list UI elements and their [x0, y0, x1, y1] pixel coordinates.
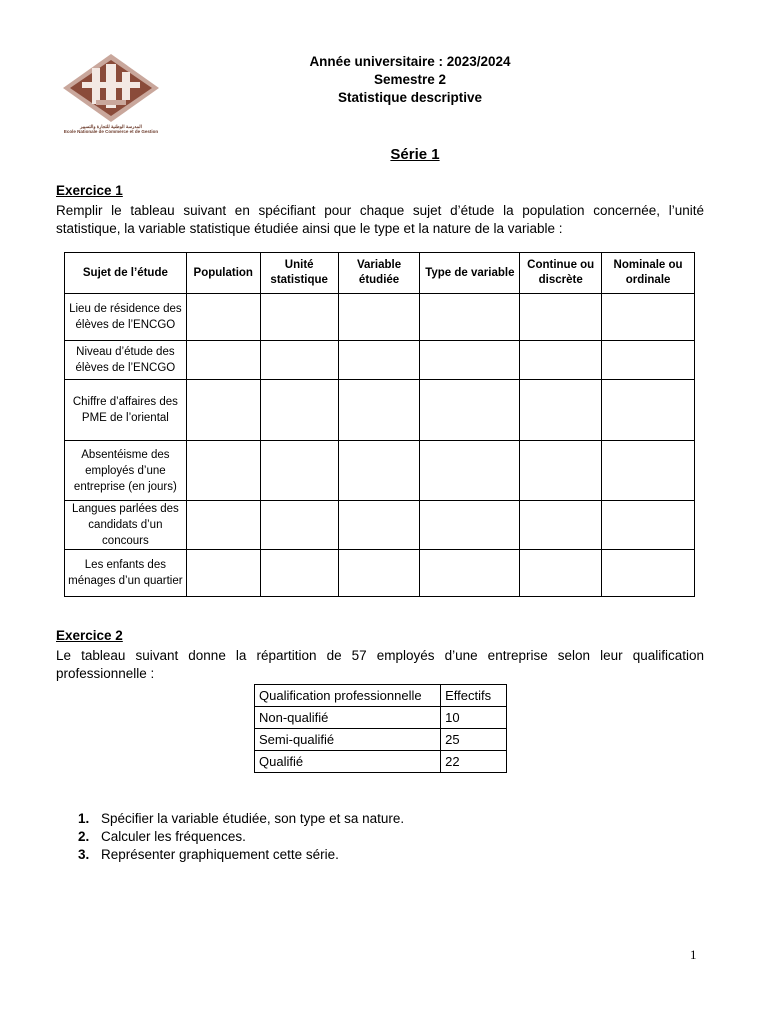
empty-cell — [186, 441, 260, 501]
empty-cell — [338, 501, 420, 550]
empty-cell — [520, 441, 602, 501]
empty-cell — [186, 380, 260, 441]
exercice2-intro: Le tableau suivant donne la répartition de 57 employés d’une entreprise selon leur qualification professionnelle : — [56, 648, 704, 681]
empty-cell — [602, 550, 695, 597]
empty-cell — [260, 294, 338, 341]
empty-cell — [520, 294, 602, 341]
column-header: Effectifs — [441, 685, 507, 707]
table-row — [65, 550, 695, 597]
empty-cell — [420, 341, 520, 380]
column-header: Unité statistique — [260, 253, 338, 294]
empty-cell — [186, 550, 260, 597]
question-list — [78, 810, 404, 864]
qualification-label: Semi-qualifié — [255, 729, 441, 751]
column-header: Population — [186, 253, 260, 294]
column-header: Variable étudiée — [338, 253, 420, 294]
empty-cell — [338, 550, 420, 597]
serie-title: Série 1 — [390, 146, 440, 163]
column-header: Continue ou discrète — [520, 253, 602, 294]
empty-cell — [186, 501, 260, 550]
semester: Semestre 2 — [373, 72, 447, 87]
empty-cell — [420, 441, 520, 501]
subject-cell: Niveau d’étude des élèves de l’ENCGO — [65, 341, 187, 380]
empty-cell — [186, 341, 260, 380]
course-title: Statistique descriptive — [337, 90, 483, 105]
empty-cell — [520, 341, 602, 380]
empty-cell — [186, 294, 260, 341]
effectif-value: 22 — [441, 751, 507, 773]
table-row — [255, 707, 507, 729]
empty-cell — [602, 501, 695, 550]
table-row — [65, 380, 695, 441]
empty-cell — [602, 341, 695, 380]
column-header: Type de variable — [420, 253, 520, 294]
empty-cell — [260, 501, 338, 550]
qualification-table — [254, 684, 507, 773]
empty-cell — [338, 294, 420, 341]
question-number: 1. — [78, 811, 90, 826]
table-row — [65, 441, 695, 501]
column-header: Qualification professionnelle — [255, 685, 441, 707]
page-number: 1 — [690, 947, 697, 962]
empty-cell — [338, 380, 420, 441]
empty-cell — [420, 501, 520, 550]
list-item — [78, 846, 404, 864]
empty-cell — [260, 341, 338, 380]
document-header — [200, 53, 620, 107]
empty-cell — [338, 341, 420, 380]
qualification-label: Non-qualifié — [255, 707, 441, 729]
table-row — [65, 294, 695, 341]
subject-cell: Chiffre d’affaires des PME de l’oriental — [65, 380, 187, 441]
logo-caption-french: Ecole Nationale de Commerce et de Gestion — [63, 129, 159, 134]
empty-cell — [602, 380, 695, 441]
column-header: Sujet de l’étude — [65, 253, 187, 294]
empty-cell — [602, 441, 695, 501]
subject-cell: Absentéisme des employés d’une entreprise (en jours) — [65, 441, 187, 501]
logo-caption-arabic: المدرسة الوطنية للتجارة والتسيير — [80, 124, 142, 129]
qualification-label: Qualifié — [255, 751, 441, 773]
question-number: 2. — [78, 829, 90, 844]
table-row — [255, 751, 507, 773]
empty-cell — [338, 441, 420, 501]
empty-cell — [602, 294, 695, 341]
table-header-row — [255, 685, 507, 707]
logo-caption — [56, 124, 166, 134]
empty-cell — [420, 550, 520, 597]
empty-cell — [520, 380, 602, 441]
column-header: Nominale ou ordinale — [602, 253, 695, 294]
subject-cell: Lieu de résidence des élèves de l’ENCGO — [65, 294, 187, 341]
academic-year: Année universitaire : 2023/2024 — [309, 54, 511, 69]
list-item — [78, 828, 404, 846]
table-row — [65, 341, 695, 380]
subject-cell: Langues parlées des candidats d’un concours — [65, 501, 187, 550]
empty-cell — [420, 380, 520, 441]
effectif-value: 25 — [441, 729, 507, 751]
subject-cell: Les enfants des ménages d’un quartier — [65, 550, 187, 597]
empty-cell — [260, 380, 338, 441]
empty-cell — [420, 294, 520, 341]
empty-cell — [520, 550, 602, 597]
question-text: Représenter graphiquement cette série. — [101, 847, 339, 862]
question-number: 3. — [78, 847, 90, 862]
exercice1-instructions: Remplir le tableau suivant en spécifiant pour chaque sujet d’étude la population concernée, l’unité statistique, la variable statistique étudiée ainsi que le type et la nature de la variable : — [56, 203, 704, 236]
effectif-value: 10 — [441, 707, 507, 729]
question-text: Calculer les fréquences. — [101, 829, 246, 844]
list-item — [78, 810, 404, 828]
question-text: Spécifier la variable étudiée, son type et sa nature. — [101, 811, 405, 826]
empty-cell — [520, 501, 602, 550]
empty-cell — [260, 550, 338, 597]
exercice1-table — [64, 252, 695, 597]
exercice2-heading: Exercice 2 — [56, 628, 123, 643]
exercice1-heading: Exercice 1 — [56, 183, 123, 198]
table-row — [65, 501, 695, 550]
empty-cell — [260, 441, 338, 501]
table-row — [255, 729, 507, 751]
table-header-row — [65, 253, 695, 294]
